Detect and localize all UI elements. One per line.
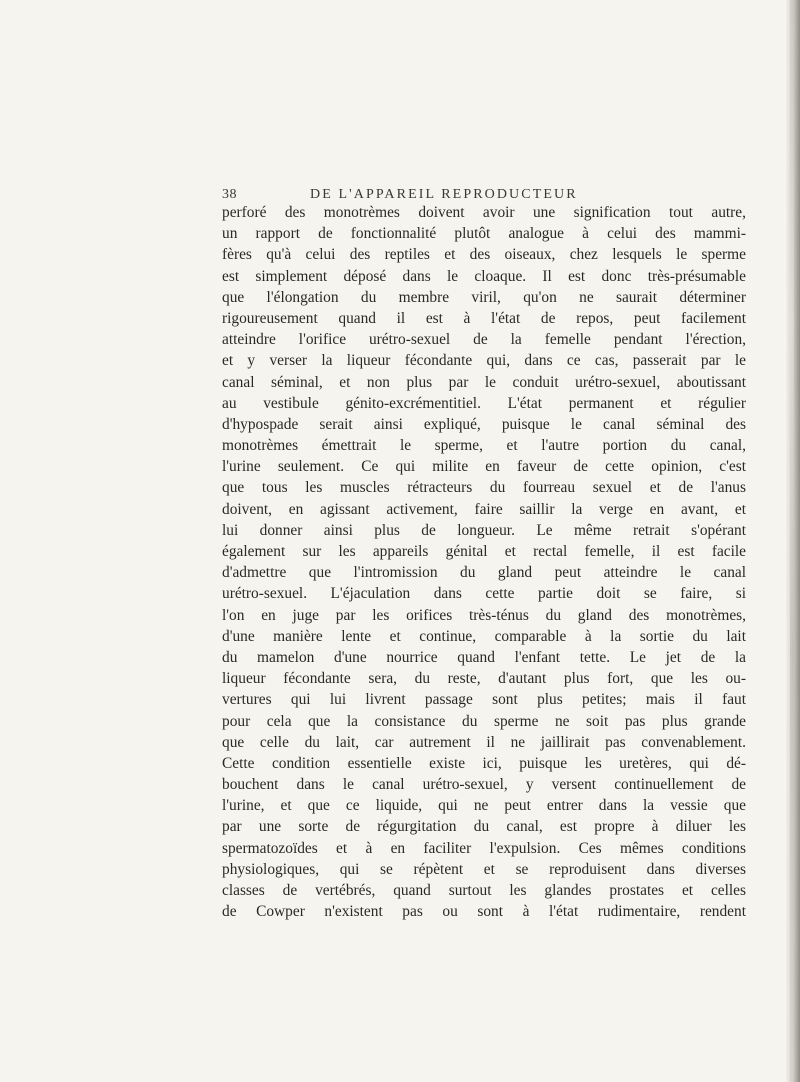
text-line: du mamelon d'une nourrice quand l'enfant tette. Le jet de la <box>222 648 746 666</box>
text-line: que l'élongation du membre viril, qu'on ne saurait déterminer <box>222 288 746 306</box>
text-line: d'admettre que l'intromission du gland peut atteindre le canal <box>222 564 746 582</box>
text-line: vertures qui lui livrent passage sont plus petites; mais il faut <box>222 691 746 709</box>
text-line: pour cela que la consistance du sperme ne soit pas plus grande <box>222 712 746 730</box>
text-line: et y verser la liqueur fécondante qui, dans ce cas, passerait par le <box>222 352 746 370</box>
text-line: l'urine seulement. Ce qui milite en faveur de cette opinion, c'est <box>222 458 746 476</box>
text-line: rigoureusement quand il est à l'état de repos, peut facilement <box>222 309 746 327</box>
text-line: fères qu'à celui des reptiles et des oiseaux, chez lesquels le sperme <box>222 246 746 264</box>
page-number: 38 <box>222 187 237 202</box>
text-line: au vestibule génito-excrémentitiel. L'état permanent et régulier <box>222 394 746 412</box>
text-line: doivent, en agissant activement, faire saillir la verge en avant, et <box>222 500 746 518</box>
text-line: monotrèmes émettrait le sperme, et l'autre portion du canal, <box>222 437 746 455</box>
text-line: physiologiques, qui se répètent et se reproduisent dans diverses <box>222 860 746 878</box>
page-edge-shadow <box>786 0 800 1082</box>
text-line: un rapport de fonctionnalité plutôt analogue à celui des mammi- <box>222 225 746 243</box>
body-text <box>222 202 746 922</box>
text-line: l'urine, et que ce liquide, qui ne peut entrer dans la vessie que <box>222 797 746 815</box>
text-line: l'on en juge par les orifices très-ténus du gland des monotrèmes, <box>222 606 746 624</box>
text-line: liqueur fécondante sera, du reste, d'autant plus fort, que les ou- <box>222 670 746 688</box>
text-line: par une sorte de régurgitation du canal, est propre à diluer les <box>222 818 746 836</box>
running-head: DE L'APPAREIL REPRODUCTEUR <box>310 187 578 202</box>
text-line: est simplement déposé dans le cloaque. Il est donc très-présumable <box>222 267 746 285</box>
text-line: lui donner ainsi plus de longueur. Le même retrait s'opérant <box>222 521 746 539</box>
text-line: de Cowper n'existent pas ou sont à l'état rudimentaire, rendent <box>222 903 746 921</box>
text-line: perforé des monotrèmes doivent avoir une signification tout autre, <box>222 204 746 221</box>
text-line: canal séminal, et non plus par le conduit urétro-sexuel, aboutissant <box>222 373 746 391</box>
text-line: classes de vertébrés, quand surtout les glandes prostates et celles <box>222 882 746 899</box>
text-line: bouchent dans le canal urétro-sexuel, y versent continuellement de <box>222 776 746 794</box>
text-line: que tous les muscles rétracteurs du fourreau sexuel et de l'anus <box>222 479 746 497</box>
text-line: Cette condition essentielle existe ici, puisque les uretères, qui dé- <box>222 754 746 772</box>
text-line: d'hypospade serait ainsi expliqué, puisque le canal séminal des <box>222 415 746 433</box>
text-line: que celle du lait, car autrement il ne jaillirait pas convenablement. <box>222 733 746 751</box>
text-line: également sur les appareils génital et rectal femelle, il est facile <box>222 543 746 560</box>
text-line: urétro-sexuel. L'éjaculation dans cette partie doit se faire, si <box>222 585 746 603</box>
text-line: spermatozoïdes et à en faciliter l'expulsion. Ces mêmes conditions <box>222 839 746 857</box>
text-line: atteindre l'orifice urétro-sexuel de la femelle pendant l'érection, <box>222 331 746 349</box>
text-line: d'une manière lente et continue, comparable à la sortie du lait <box>222 627 746 645</box>
